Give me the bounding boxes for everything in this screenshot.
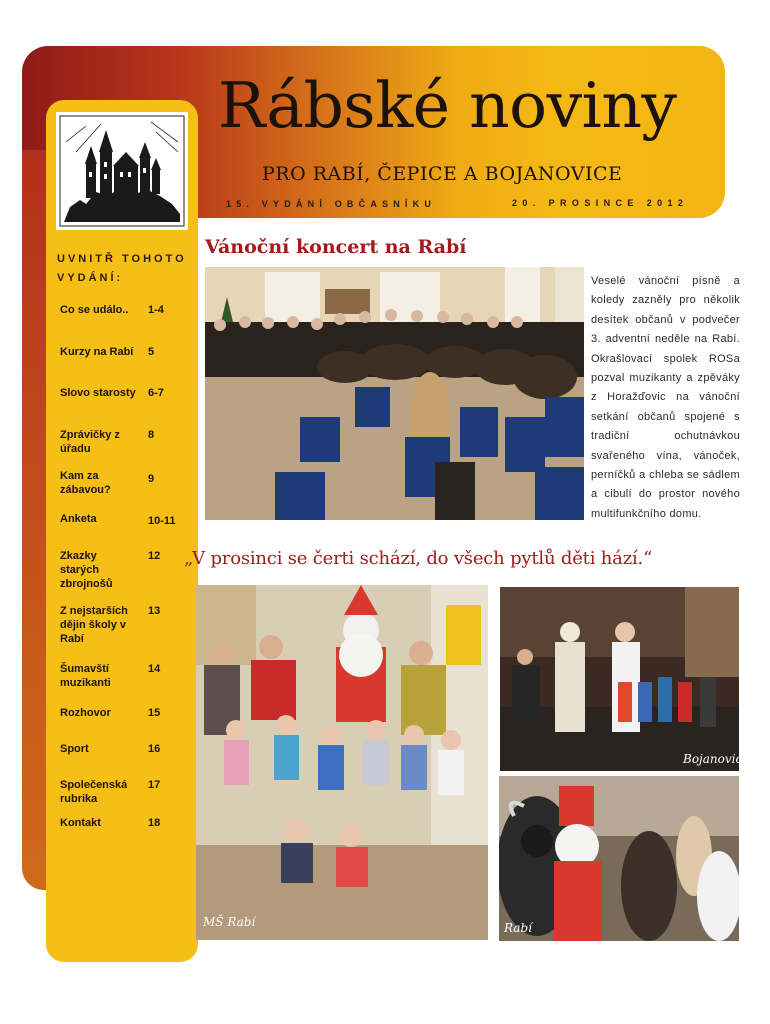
toc-item-pages: 16 xyxy=(148,743,161,755)
toc-item-pages: 1-4 xyxy=(148,304,164,316)
toc-item-pages: 13 xyxy=(148,605,161,617)
concert-photo xyxy=(205,267,584,520)
toc-item-title: Kurzy na Rabí xyxy=(60,346,134,358)
article-body: Veselé vánoční písně a koledy zazněly pro několik desítek občanů v podvečer 3. adventní neděle na Rabí. Okrašlovací spolek ROSa pozval muzikanty a zpěváky z Horažďovic na vánoční setkání občanů spojené s tradiční ochutnávkou svařeného vína, vánoček, perníčků a chleba se sádlem a cibulí do prostor nového multifunkčního domu. xyxy=(591,275,740,520)
toc-item-pages: 15 xyxy=(148,707,161,719)
kindergarten-photo xyxy=(196,585,488,940)
toc-item-title: Co se událo.. xyxy=(60,304,129,316)
toc-item-title: Kam za zábavou? xyxy=(60,470,111,496)
caption-bojanovice: Bojanovice xyxy=(683,752,750,766)
toc-item-title: Rozhovor xyxy=(60,707,111,719)
toc-heading: UVNITŘ TOHOTO VYDÁNÍ: xyxy=(57,253,187,284)
toc-item-title: Anketa xyxy=(60,513,97,525)
newspaper-subtitle: PRO RABÍ, ČEPICE A BOJANOVICE xyxy=(262,163,623,185)
toc-item-title: Sport xyxy=(60,743,89,755)
bojanovice-photo xyxy=(500,587,739,771)
issue-date: 20. PROSINCE 2012 xyxy=(512,198,689,208)
toc-item-pages: 5 xyxy=(148,346,155,358)
toc-item-title: Společenská rubrika xyxy=(60,779,128,805)
toc-item-title: Zkazky starých zbrojnošů xyxy=(60,550,113,590)
rabi-devils-photo xyxy=(499,776,739,941)
toc-item-pages: 9 xyxy=(148,473,155,485)
newspaper-title: Rábské noviny xyxy=(218,69,677,142)
toc-item-title: Šumavští muzikanti xyxy=(60,663,111,689)
toc-item-pages: 14 xyxy=(148,663,161,675)
toc-item-title: Slovo starosty xyxy=(60,387,136,399)
toc-item-pages: 12 xyxy=(148,550,161,562)
pull-quote: „V prosinci se čerti schází, do všech pytlů děti hází.“ xyxy=(184,548,653,569)
toc-item-pages: 8 xyxy=(148,429,155,441)
castle-logo-icon xyxy=(56,112,188,230)
toc-item-pages: 10-11 xyxy=(148,515,176,527)
issue-number: 15. VYDÁNÍ OBČASNÍKU xyxy=(226,199,437,209)
toc-item-pages: 6-7 xyxy=(148,387,164,399)
toc-item-title: Zprávičky z úřadu xyxy=(60,429,120,455)
caption-rabi: Rabí xyxy=(504,921,532,935)
toc-item-title: Z nejstarších dějin školy v Rabí xyxy=(60,605,128,645)
toc-item-title: Kontakt xyxy=(60,817,101,829)
caption-ms-rabi: MŠ Rabí xyxy=(203,915,256,929)
article-headline: Vánoční koncert na Rabí xyxy=(205,236,467,258)
toc-item-pages: 17 xyxy=(148,779,161,791)
toc-item-pages: 18 xyxy=(148,817,161,829)
